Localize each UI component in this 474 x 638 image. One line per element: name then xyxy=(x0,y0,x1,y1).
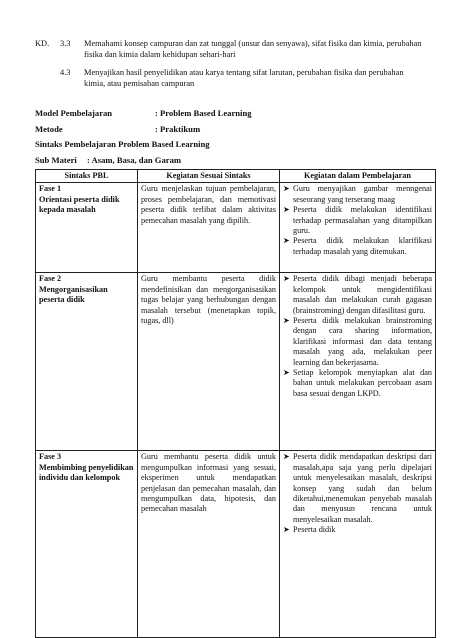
sub-materi-label: Sub Materi xyxy=(35,155,77,165)
list-item xyxy=(283,316,432,368)
bullet-text: Peserta didik dibagi menjadi beberapa kelompok untuk mengidentifikasi masalah dan melakukan curah gagasan (brainstroming) dengan difasilitasi guru. xyxy=(293,274,432,315)
list-item xyxy=(283,274,432,316)
sintaks-table xyxy=(35,169,436,638)
kegiatan-pembelajaran-cell xyxy=(280,451,436,638)
arrow-bullet-icon: ➤ xyxy=(283,205,290,215)
metode-value: : Praktikum xyxy=(155,124,201,134)
sub-materi-line xyxy=(35,155,182,165)
list-item xyxy=(283,525,432,535)
metode-label: Metode xyxy=(35,124,63,134)
bullet-list xyxy=(283,452,432,535)
fase-cell xyxy=(36,451,138,638)
kegiatan-sintaks-cell: Guru menjelaskan tujuan pembelajaran, proses pembelajaran, dan memotivasi peserta didik terlibat dalam aktivitas pemecahan masalah yang dipilih. xyxy=(138,183,280,273)
kegiatan-sintaks-cell: Guru membantu peserta didik untuk mengumpulkan informasi yang sesuai, eksperimen untuk mendapatkan penjelasan dan pemecahan masalah, dan mengumpulkan data, hipotesis, dan pemecahan masalah xyxy=(138,451,280,638)
bullet-text: Peserta didik mendapatkan deskripsi dari masalah,apa saja yang perlu dipelajari untuk menyelesaikan masalah, deskripsi konsep yang sudah dan belum diketahui,menemukan penyebab masalah dan menyusun rencana untuk menyelesaikan masalah. xyxy=(293,452,432,524)
list-item xyxy=(283,452,432,525)
arrow-bullet-icon: ➤ xyxy=(283,368,290,378)
table-row xyxy=(36,273,436,451)
kegiatan-pembelajaran-cell xyxy=(280,273,436,451)
bullet-list xyxy=(283,274,432,399)
sintaks-title xyxy=(35,139,210,149)
sub-materi-value: : Asam, Basa, dan Garam xyxy=(87,155,182,165)
arrow-bullet-icon: ➤ xyxy=(283,452,290,462)
bullet-text: Peserta didik melakukan brainstroming dengan cara sharing information, klarifikasi informasi dan data tentang masalah yang ada, melakukan peer learning dan bekerjasama. xyxy=(293,316,432,367)
model-label: Model Pembelajaran xyxy=(35,108,113,118)
header-kegiatan-pembelajaran: Kegiatan dalam Pembelajaran xyxy=(280,170,436,183)
list-item xyxy=(283,184,432,205)
fase-cell xyxy=(36,183,138,273)
bullet-text: Peserta didik melakukan identifikasi terhadap permasalahan yang ditampilkan guru. xyxy=(293,205,432,236)
kd-label: KD. xyxy=(35,39,50,48)
list-item xyxy=(283,205,432,236)
kegiatan-sintaks-cell: Guru membantu peserta didik mendefinisikan dan mengorganisasikan tugas belajar yang berhubungan dengan masalah tersebut (menetapkan topik, tugas, dll) xyxy=(138,273,280,451)
arrow-bullet-icon: ➤ xyxy=(283,525,290,535)
truncated-cell-content xyxy=(283,452,432,636)
arrow-bullet-icon: ➤ xyxy=(283,274,290,284)
bullet-text: Peserta didik melakukan klarifikasi terhadap masalah yang ditemukan. xyxy=(293,236,432,256)
header-kegiatan-sintaks: Kegiatan Sesuai Sintaks xyxy=(138,170,280,183)
arrow-bullet-icon: ➤ xyxy=(283,236,290,246)
fase-cell xyxy=(36,273,138,451)
bullet-text: Peserta didik xyxy=(293,525,336,535)
fase-number: Fase 2 xyxy=(39,274,62,284)
fase-number: Fase 3 xyxy=(39,452,62,462)
kd-text: Memahami konsep campuran dan zat tunggal (unsur dan senyawa), sifat fisika dan kimia, perubahan fisika dan kimia dalam kehidupan sehari-hari xyxy=(84,39,422,59)
fase-title: Mengorganisasikan peserta didik xyxy=(39,284,108,305)
table-header-row xyxy=(36,170,436,183)
table-row xyxy=(36,451,436,638)
kd-number: 3.3 xyxy=(60,39,71,48)
arrow-bullet-icon: ➤ xyxy=(283,316,290,326)
kegiatan-pembelajaran-cell xyxy=(280,183,436,273)
fase-number: Fase 1 xyxy=(39,184,62,194)
table-row xyxy=(36,183,436,273)
bullet-text: Guru menyajikan gambar menngenai seseorang yang terserang maag xyxy=(293,184,432,204)
model-value: : Problem Based Learning xyxy=(155,108,252,118)
header-sintaks: Sintaks PBL xyxy=(36,170,138,183)
list-item xyxy=(283,368,432,399)
metode-line xyxy=(35,124,201,134)
arrow-bullet-icon: ➤ xyxy=(283,184,290,194)
list-item xyxy=(283,236,432,257)
fase-title: Membimbing penyelidikan individu dan kelompok xyxy=(39,462,134,483)
bullet-list xyxy=(283,184,432,257)
fase-title: Orientasi peserta didik kepada masalah xyxy=(39,194,120,215)
kd-number: 4.3 xyxy=(60,68,71,77)
sintaks-title-text: Sintaks Pembelajaran Problem Based Learning xyxy=(35,139,210,149)
model-pembelajaran-line xyxy=(35,108,252,118)
bullet-text: Setiap kelompok menyiapkan alat dan bahan untuk melakukan percobaan asam basa sesuai dengan LKPD. xyxy=(293,368,432,398)
kd-text: Menyajikan hasil penyelidikan atau karya tentang sifat larutan, perubahan fisika dan perubahan kimia, atau pemisahan campuran xyxy=(84,68,404,88)
